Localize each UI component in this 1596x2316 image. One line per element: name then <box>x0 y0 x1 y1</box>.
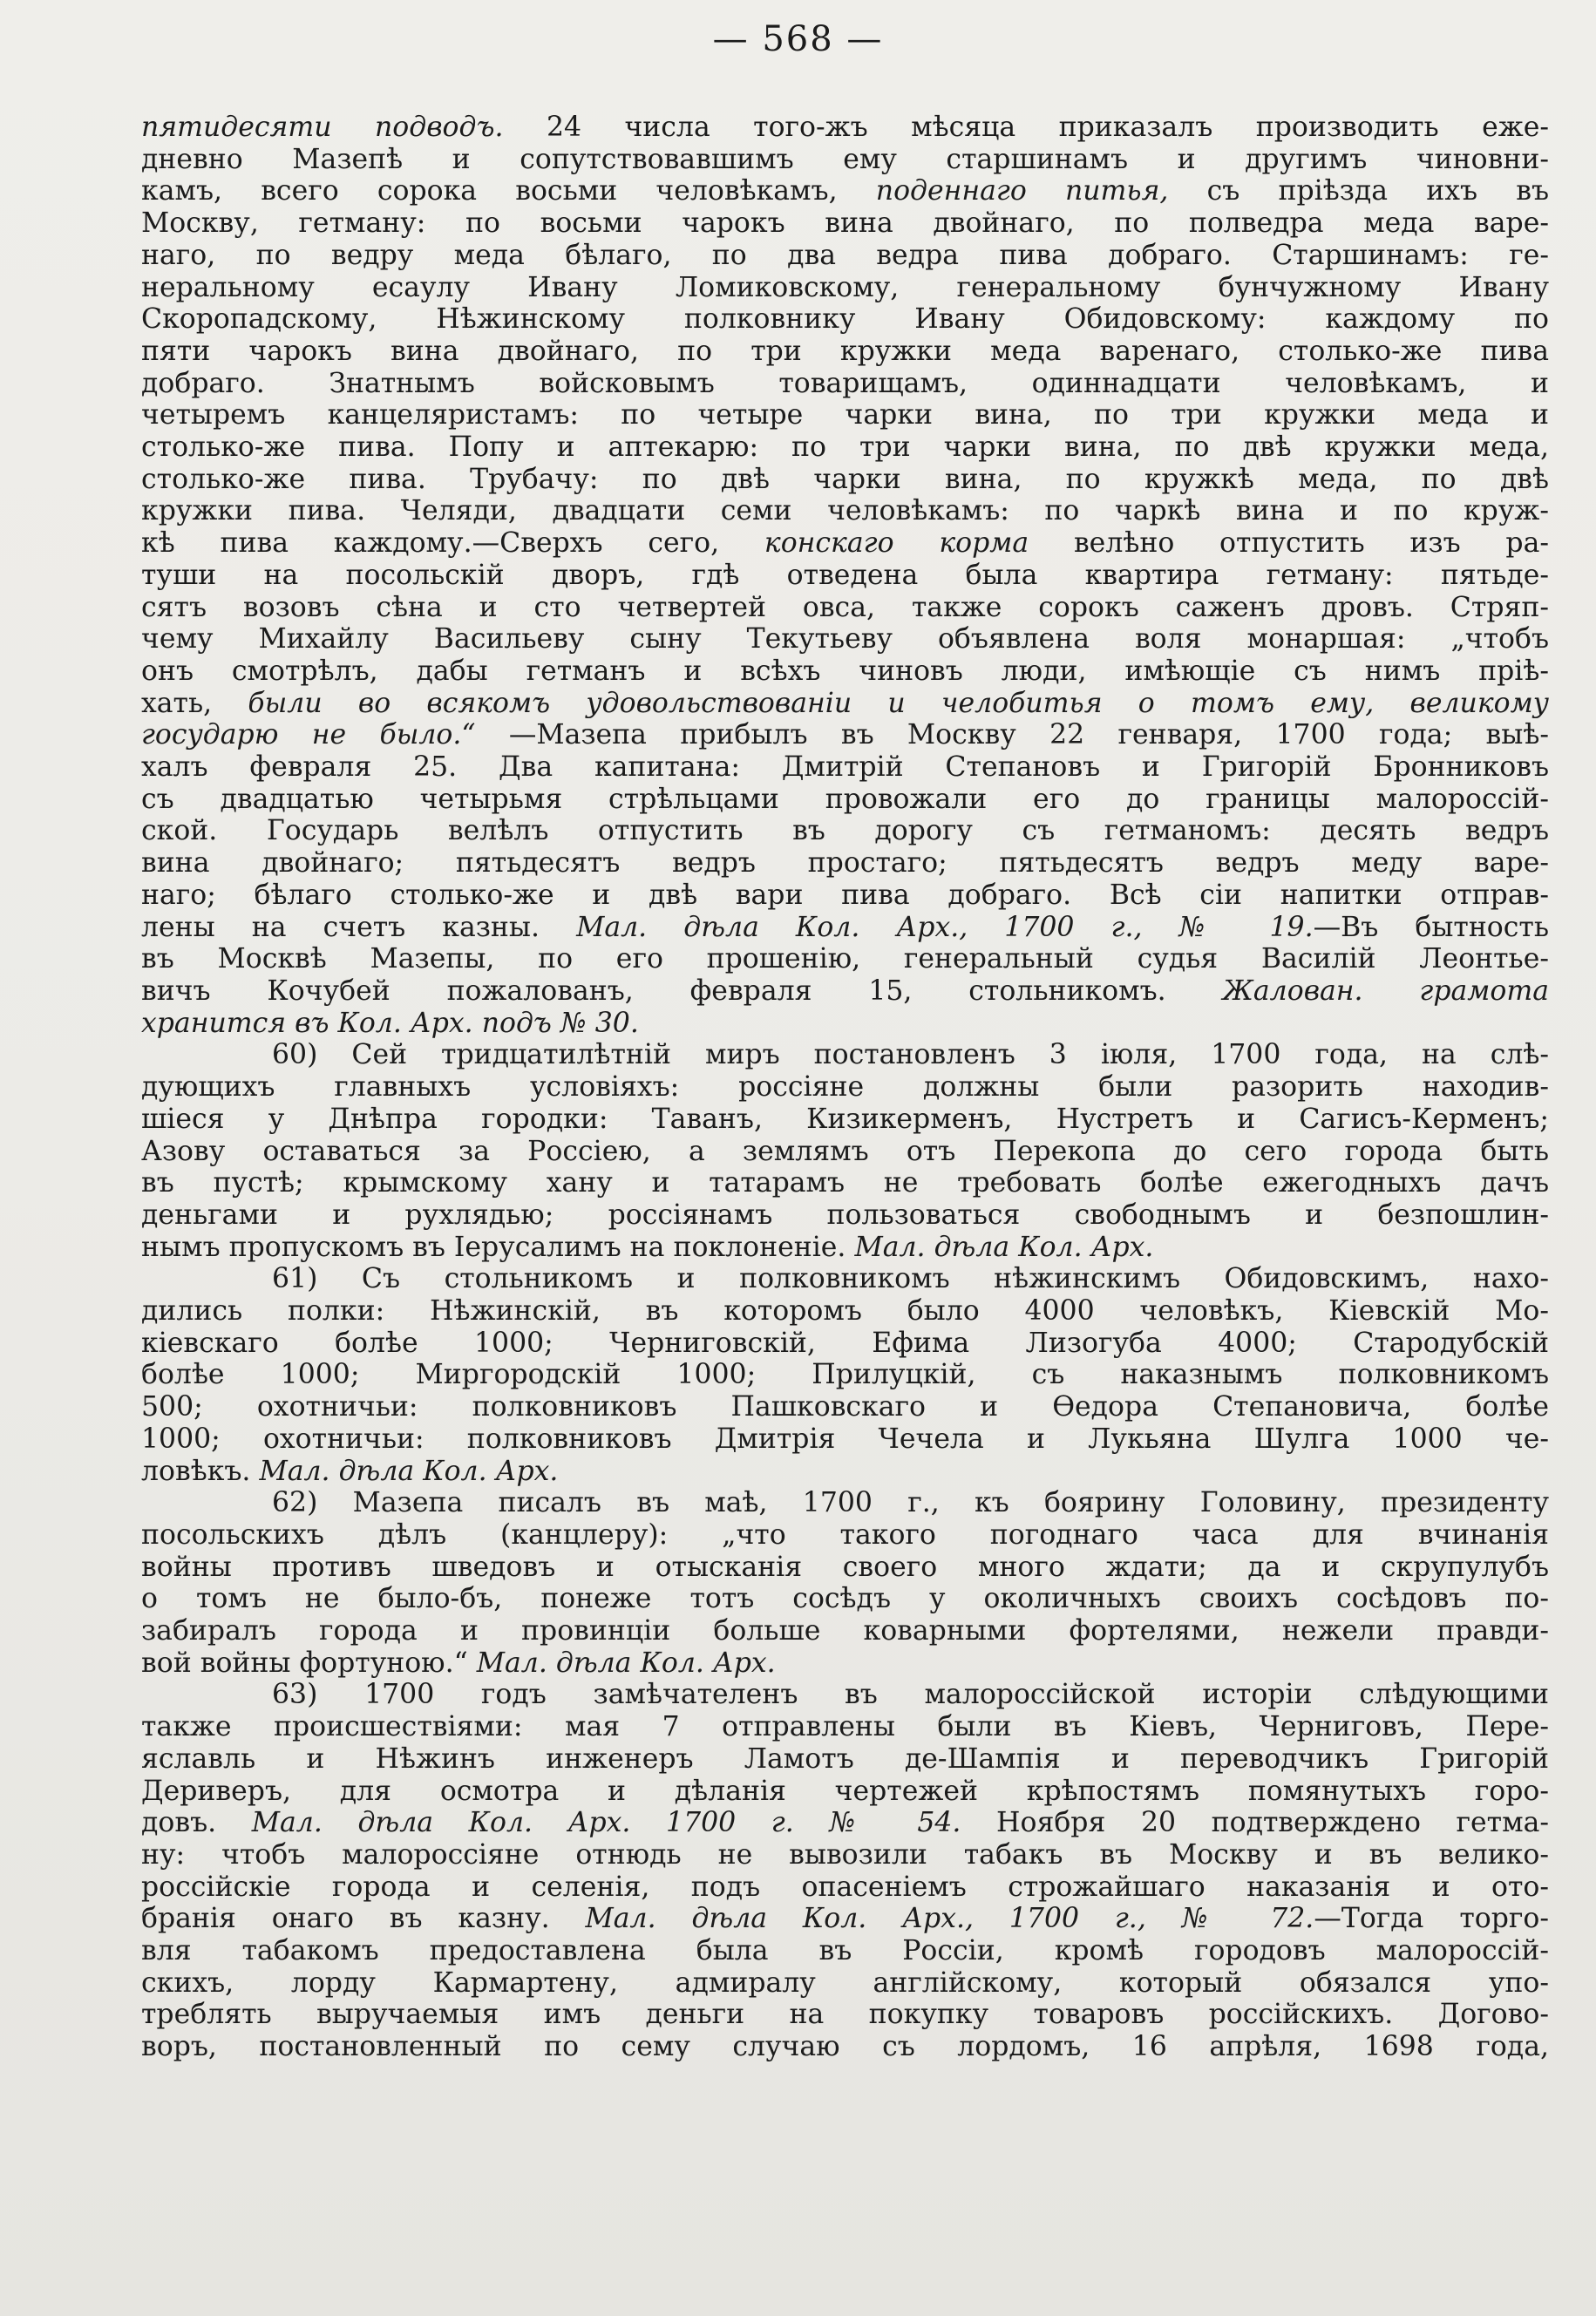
text-run: туши на посольскій дворъ, гдѣ отведена была квартира гетману: пятьде- <box>141 559 1549 591</box>
text-run: 61) Съ стольникомъ и полковникомъ нѣжинскимъ Обидовскимъ, нахо- <box>272 1263 1549 1295</box>
text-line <box>141 527 1549 560</box>
text-line <box>141 240 1549 272</box>
text-line <box>141 1935 1549 1967</box>
text-run: дующихъ главныхъ условіяхъ: россіяне должны были разорить находив- <box>141 1071 1549 1104</box>
text-line <box>141 560 1549 592</box>
text-run: наго; бѣлаго столько-же и двѣ вари пива добраго. Всѣ сіи напитки отправ- <box>141 879 1549 911</box>
text-line <box>141 399 1549 431</box>
text-run: войны противъ шведовъ и отысканія своего много ждати; да и скрупулубъ <box>141 1551 1549 1583</box>
text-line <box>141 1232 1549 1264</box>
text-run: вой войны фортуною.“ <box>141 1647 477 1679</box>
italic-citation: пятидесяти подводъ. <box>141 112 504 143</box>
text-run: 24 числа того-жъ мѣсяца приказалъ производить еже- <box>503 112 1550 143</box>
text-run: чему Михайлу Васильеву сыну Текутьеву объявлена воля монаршая: „чтобъ <box>141 623 1549 655</box>
text-line <box>141 112 1549 144</box>
text-run: неральному есаулу Ивану Ломиковскому, генеральному бунчужному Ивану <box>141 271 1549 303</box>
italic-citation: хранится въ Кол. Арх. подъ № 30. <box>141 1007 639 1039</box>
text-run: вичъ Кочубей пожалованъ, февраля 15, стольникомъ. <box>141 975 1223 1007</box>
text-run: —Въ бытность <box>1313 911 1549 943</box>
text-line <box>141 1552 1549 1584</box>
text-line <box>141 1167 1549 1199</box>
text-line <box>141 1008 1549 1040</box>
text-line <box>141 464 1549 496</box>
italic-citation: Мал. дѣла Кол. Арх., 1700 г., № 72. <box>585 1903 1314 1935</box>
text-line <box>141 1391 1549 1423</box>
text-line <box>141 1776 1549 1808</box>
page-number: — 568 — <box>712 19 884 59</box>
text-run: халъ февраля 25. Два капитана: Дмитрій Степановъ и Григорій Бронниковъ <box>141 751 1549 784</box>
text-run: 62) Мазепа писалъ въ маѣ, 1700 г., къ боярину Головину, президенту <box>272 1487 1549 1519</box>
text-line <box>141 368 1549 400</box>
text-line <box>141 719 1549 751</box>
text-line <box>141 912 1549 944</box>
text-run: четыремъ канцеляристамъ: по четыре чарки вина, по три кружки меда и <box>141 399 1549 431</box>
text-line <box>141 1487 1549 1519</box>
text-run: Скоропадскому, Нѣжинскому полковнику Ивану Обидовскому: каждому по <box>141 303 1549 336</box>
text-run: —Тогда торго- <box>1314 1903 1549 1935</box>
text-line <box>141 1295 1549 1328</box>
text-line <box>141 688 1549 720</box>
text-run: столько-же пива. Трубачу: по двѣ чарки вина, по кружкѣ меда, по двѣ <box>141 463 1549 495</box>
text-line <box>141 847 1549 880</box>
text-run: кружки пива. Челяди, двадцати семи человѣкамъ: по чаркѣ вина и по круж- <box>141 495 1549 527</box>
text-line <box>141 1519 1549 1552</box>
text-line <box>141 975 1549 1008</box>
text-run: 1000; охотничьи: полковниковъ Дмитрія Чечела и Лукьяна Шулга 1000 че- <box>141 1423 1549 1455</box>
italic-citation: Мал. дѣла Кол. Арх. <box>854 1231 1154 1263</box>
text-line <box>141 1423 1549 1456</box>
text-run: также происшествіями: мая 7 отправлены были въ Кіевъ, Черниговъ, Пере- <box>141 1711 1549 1743</box>
text-run: добраго. Знатнымъ войсковымъ товарищамъ, одиннадцати человѣкамъ, и <box>141 367 1549 399</box>
italic-citation: конскаго корма <box>764 527 1029 560</box>
text-line <box>141 431 1549 464</box>
text-run: россійскіе города и селенія, подъ опасеніемъ строжайшаго наказанія и ото- <box>141 1871 1549 1903</box>
text-line <box>141 655 1549 688</box>
text-run: съ двадцатью четырьмя стрѣльцами провожали его до границы малороссій- <box>141 783 1549 815</box>
text-run: наго, по ведру меда бѣлаго, по два ведра пива добраго. Старшинамъ: ге- <box>141 239 1549 271</box>
text-line <box>141 175 1549 207</box>
text-line <box>141 1359 1549 1391</box>
text-line <box>141 1679 1549 1711</box>
italic-citation: Мал. дѣла Кол. Арх. <box>259 1455 559 1487</box>
italic-citation: поденнаго питья, <box>875 175 1169 207</box>
text-run: Азову оставаться за Россіею, а землямъ отъ Перекопа до сего города быть <box>141 1135 1549 1167</box>
text-line <box>141 303 1549 336</box>
italic-citation: были во всякомъ удовольствованіи и челобитья о томъ ему, великому <box>248 687 1549 719</box>
text-run: посольскихъ дѣлъ (канцлеру): „что такого погоднаго часа для вчинанія <box>141 1518 1549 1551</box>
text-run: треблять выручаемыя имъ деньги на покупку товаровъ россійскихъ. Догово- <box>141 1999 1549 2031</box>
text-run: Москву, гетману: по восьми чарокъ вина двойнаго, по полведра меда варе- <box>141 207 1549 240</box>
text-line <box>141 207 1549 240</box>
text-line <box>141 1263 1549 1295</box>
text-run: довъ. <box>141 1807 252 1839</box>
text-line <box>141 1104 1549 1136</box>
text-line <box>141 1583 1549 1615</box>
text-line <box>141 1711 1549 1743</box>
text-run: столько-же пива. Попу и аптекарю: по три чарки вина, по двѣ кружки меда, <box>141 431 1549 464</box>
text-run: 500; охотничьи: полковниковъ Пашковскаго и Ѳедора Степановича, болѣе <box>141 1391 1549 1423</box>
text-run: Ноября 20 подтверждено гетма- <box>961 1807 1550 1839</box>
text-run: 60) Сей тридцатилѣтній миръ постановленъ 3 іюля, 1700 года, на слѣ- <box>272 1039 1549 1071</box>
italic-citation: государю не было.“ <box>141 719 476 751</box>
text-line <box>141 1199 1549 1232</box>
text-run: вля табакомъ предоставлена была въ Россіи, кромѣ городовъ малороссій- <box>141 1935 1549 1967</box>
text-run: нымъ пропускомъ въ Іерусалимъ на поклоненіе. <box>141 1231 855 1263</box>
text-line <box>141 1136 1549 1168</box>
italic-citation: Мал. дѣла Кол. Арх., 1700 г., № 19. <box>576 911 1314 943</box>
text-run: 63) 1700 годъ замѣчателенъ въ малороссійской исторіи слѣдующими <box>272 1679 1549 1711</box>
text-line <box>141 1071 1549 1104</box>
text-line <box>141 751 1549 784</box>
text-run: велѣно отпустить изъ ра- <box>1029 527 1549 560</box>
text-run: забиралъ города и провинціи больше коварными фортелями, нежели правди- <box>141 1615 1549 1647</box>
text-run: воръ, постановленный по сему случаю съ лордомъ, 16 апрѣля, 1698 года, <box>141 2031 1549 2063</box>
text-run: сятъ возовъ сѣна и сто четвертей овса, также сорокъ саженъ дровъ. Стряп- <box>141 591 1549 623</box>
text-line <box>141 592 1549 624</box>
text-line <box>141 1456 1549 1488</box>
text-line <box>141 1328 1549 1360</box>
italic-citation: Мал. дѣла Кол. Арх. 1700 г. № 54. <box>251 1807 961 1839</box>
text-run: кіевскаго болѣе 1000; Черниговскій, Ефима Лизогуба 4000; Стародубскій <box>141 1327 1549 1359</box>
text-line <box>141 1807 1549 1839</box>
text-line <box>141 1839 1549 1871</box>
text-run: онъ смотрѣлъ, дабы гетманъ и всѣхъ чиновъ люди, имѣющіе съ нимъ пріѣ- <box>141 655 1549 687</box>
text-line <box>141 144 1549 176</box>
text-line <box>141 336 1549 368</box>
text-line <box>141 943 1549 975</box>
text-line <box>141 1743 1549 1776</box>
text-line <box>141 1967 1549 2000</box>
text-line <box>141 784 1549 816</box>
text-line <box>141 1871 1549 1904</box>
text-run: шіеся у Днѣпра городки: Таванъ, Кизикерменъ, Нустретъ и Сагисъ-Керменъ; <box>141 1103 1549 1135</box>
text-run: хать, <box>141 687 248 719</box>
text-run: скихъ, лорду Кармартену, адмиралу англійскому, который обязался упо- <box>141 1966 1549 1999</box>
text-line <box>141 623 1549 655</box>
text-run: —Мазепа прибылъ въ Москву 22 генваря, 1700 года; выѣ- <box>475 719 1550 751</box>
italic-citation: Жалован. грамота <box>1222 975 1549 1007</box>
text-run: о томъ не было-бъ, понеже тотъ сосѣдъ у околичныхъ своихъ сосѣдовъ по- <box>141 1583 1549 1615</box>
text-run: кѣ пива каждому.—Сверхъ сего, <box>141 527 764 560</box>
text-run: камъ, всего сорока восьми человѣкамъ, <box>141 175 876 207</box>
text-run: въ Москвѣ Мазепы, по его прошенію, генеральный судья Василій Леонтье- <box>141 943 1549 975</box>
text-run: болѣе 1000; Миргородскій 1000; Прилуцкій, съ наказнымъ полковникомъ <box>141 1359 1549 1391</box>
text-run: пяти чарокъ вина двойнаго, по три кружки меда варенаго, столько-же пива <box>141 335 1549 367</box>
text-run: ну: чтобъ малороссіяне отнюдь не вывозили табакъ въ Москву и въ велико- <box>141 1838 1549 1871</box>
text-run: бранія онаго въ казну. <box>141 1903 586 1935</box>
text-line <box>141 1615 1549 1647</box>
text-run: деньгами и рухлядью; россіянамъ пользоваться свободнымъ и безпошлин- <box>141 1199 1549 1231</box>
text-run: лены на счетъ казны. <box>141 911 577 943</box>
text-line <box>141 815 1549 847</box>
text-line <box>141 272 1549 304</box>
text-run: яславль и Нѣжинъ инженеръ Ламотъ де-Шампія и переводчикъ Григорій <box>141 1742 1549 1775</box>
text-line <box>141 1647 1549 1680</box>
text-run: ской. Государь велѣлъ отпустить въ дорогу съ гетманомъ: десять ведръ <box>141 815 1549 847</box>
text-line <box>141 880 1549 912</box>
body-text <box>141 112 1549 2063</box>
text-line <box>141 495 1549 527</box>
text-run: Дериверъ, для осмотра и дѣланія чертежей крѣпостямъ помянутыхъ горо- <box>141 1775 1549 1807</box>
italic-citation: Мал. дѣла Кол. Арх. <box>476 1647 776 1679</box>
text-line <box>141 1999 1549 2031</box>
text-line <box>141 2031 1549 2063</box>
text-run: съ пріѣзда ихъ въ <box>1168 175 1549 207</box>
text-run: дневно Мазепѣ и сопутствовавшимъ ему старшинамъ и другимъ чиновни- <box>141 143 1549 175</box>
text-run: ловѣкъ. <box>141 1455 260 1487</box>
text-run: въ пустѣ; крымскому хану и татарамъ не требовать болѣе ежегодныхъ дачъ <box>141 1167 1549 1199</box>
text-line <box>141 1903 1549 1935</box>
text-run: дились полки: Нѣжинскій, въ которомъ было 4000 человѣкъ, Кіевскій Мо- <box>141 1295 1549 1328</box>
text-line <box>141 1039 1549 1071</box>
text-run: вина двойнаго; пятьдесятъ ведръ простаго; пятьдесятъ ведръ меду варе- <box>141 847 1549 880</box>
